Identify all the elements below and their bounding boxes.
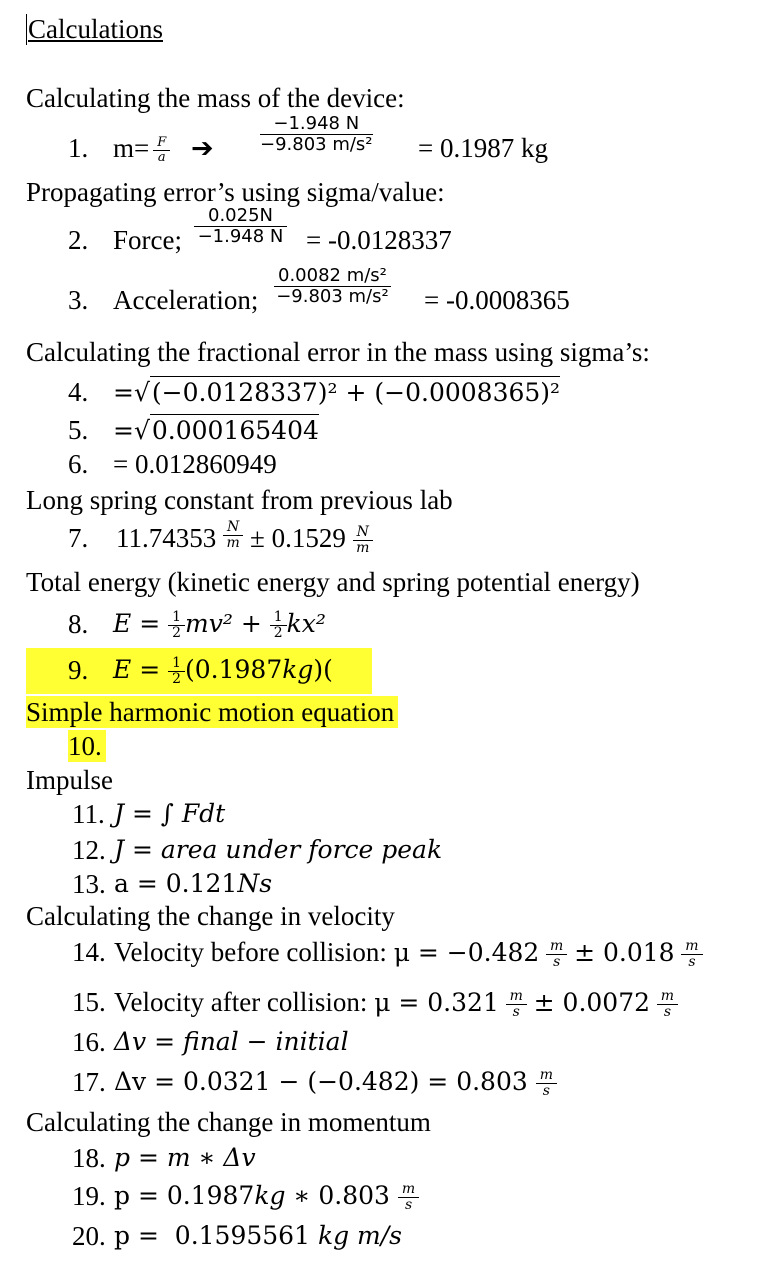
mass-result: = 0.1987 kg — [418, 133, 548, 163]
section-heading-velocity: Calculating the change in velocity — [26, 901, 395, 931]
mass-fraction: $\frac{-1.948 N}{\text{−9.803 m/s²}}$ — [260, 113, 373, 155]
spring-constant: 11.74353 $\frac{N}{m}$ ± 0.1529 $\frac{N}{m}$ — [116, 522, 373, 557]
list-item-10: 10. — [68, 730, 106, 762]
section-heading-spring: Long spring constant from previous lab — [26, 485, 453, 515]
mass-equation: m= $\frac{F}{a}$ ➔ — [113, 133, 214, 166]
section-heading-energy: Total energy (kinetic energy and spring potential energy) — [26, 567, 640, 597]
section-heading-mass: Calculating the mass of the device: — [26, 83, 405, 113]
acceleration-result: = -0.0008365 — [424, 285, 570, 315]
force-result: = -0.0128337 — [306, 225, 452, 255]
acceleration-fraction: $\frac{\text{0.0082 m/s²}}{\text{−9.803 m/s²}}$ — [274, 266, 391, 307]
page-title: Calculations — [28, 14, 163, 44]
section-heading-fractional: Calculating the fractional error in the mass using sigma’s: — [26, 337, 650, 367]
energy-equation: E = $\frac{1}{2}$ mv² + $\frac{1}{2}$ kx² — [113, 608, 326, 641]
section-heading-impulse: Impulse — [26, 765, 113, 795]
energy-substitution: E = $\frac{1}{2}$ (0.1987kg)( — [113, 654, 333, 687]
list-item-9: 9. E = $\frac{1}{2}$ (0.1987kg)( — [26, 648, 372, 694]
sqrt-expression: (−0.0128337)² + (−0.0008365)² — [151, 378, 561, 407]
section-heading-shm: Simple harmonic motion equation — [26, 696, 398, 728]
sqrt-expression: 0.000165404 — [151, 416, 319, 445]
section-heading-momentum: Calculating the change in momentum — [26, 1107, 431, 1137]
item-number: 1. — [68, 133, 89, 163]
section-heading-propagating: Propagating error’s using sigma/value: — [26, 177, 445, 207]
arrow-icon: ➔ — [191, 133, 214, 163]
force-fraction: $\frac{0.025N}{-1.948 N}$ — [194, 206, 287, 247]
